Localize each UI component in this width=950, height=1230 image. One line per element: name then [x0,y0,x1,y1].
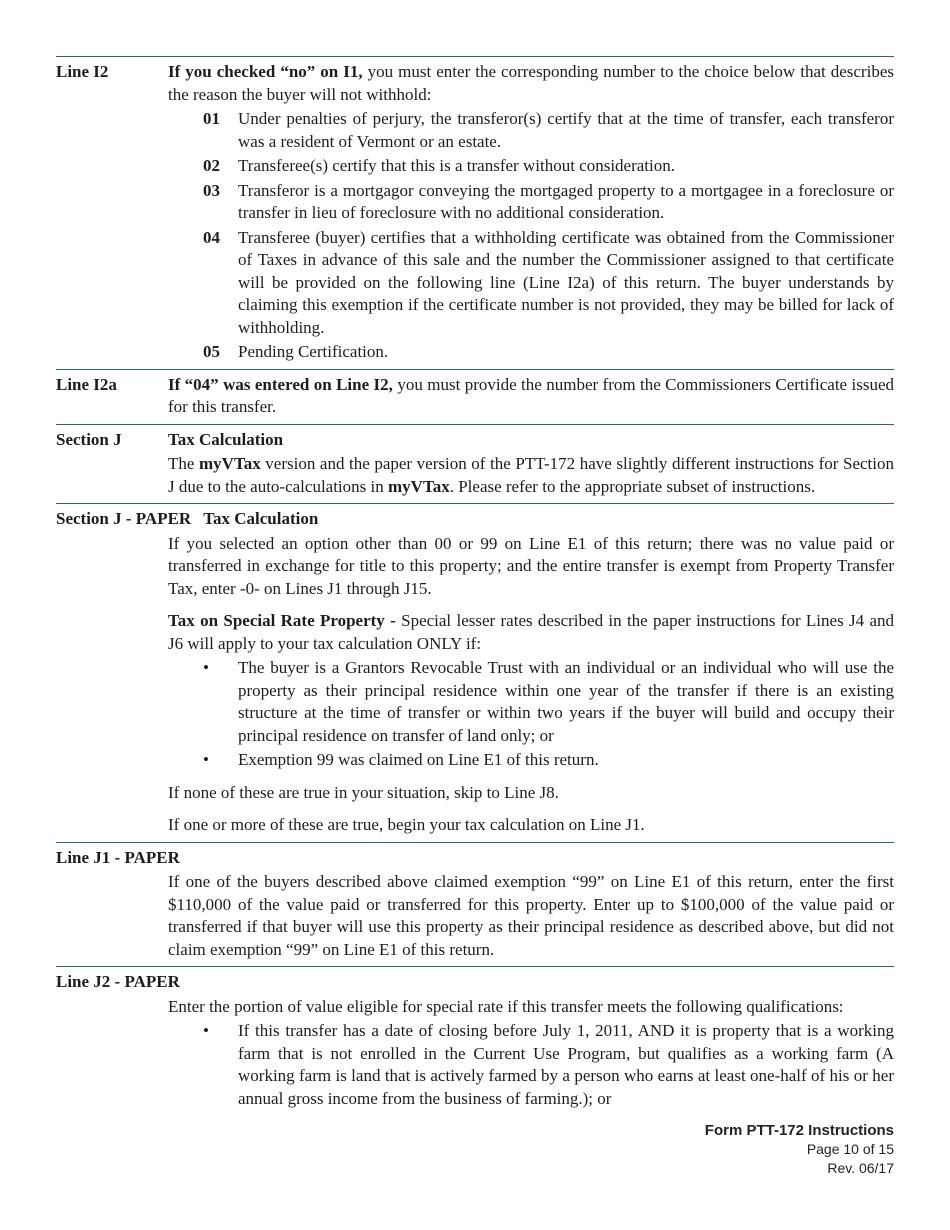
line-j2-intro: Enter the portion of value eligible for special rate if this transfer meets the following qualifications: [168,996,844,1016]
option-number: 01 [203,109,220,128]
bullet-glyph: • [203,658,209,677]
section-j-block [56,425,894,504]
section-j-label: Section J [56,429,122,449]
special-rate-bold: Tax on Special Rate Property - [168,611,396,630]
option-text: Transferor is a mortgagor conveying the mortgaged property to a mortgagee in a foreclosure or transfer in lieu of foreclosure with no additional consideration. [238,180,894,222]
myvtax-term: myVTax [199,454,261,473]
line-j1-text: If one of the buyers described above claimed exemption “99” on Line E1 of this return, enter the first $110,000 of the value paid or transferred for this property. Enter up to $100,000 of the value paid or transferred if that buyer will use this property as their principal residence as described above, but did not claim exemption “99” on Line E1 of this return. [168,872,894,959]
option-number: 05 [203,342,220,361]
skip-to-j8-paragraph: If none of these are true in your situation, skip to Line J8. [168,782,559,802]
list-item [203,227,894,340]
line-j2-bullets [168,1020,894,1110]
text-run: The [168,454,199,473]
special-rate-paragraph [168,610,894,655]
line-i2-lead-text: you must enter the corresponding number to the choice below that describes the reason the buyer will not withhold: [168,62,894,104]
line-i2a-block [56,370,894,424]
section-j-content [168,429,894,499]
line-i2a-label: Line I2a [56,374,117,394]
line-i2-intro [168,61,894,106]
list-item [203,155,894,178]
section-j-paper-title: Tax Calculation [203,509,319,528]
line-j2-label: Line J2 - PAPER [56,972,180,991]
list-item [203,180,894,225]
list-item [203,108,894,153]
option-number: 02 [203,156,220,175]
form-title: Form PTT-172 Instructions [704,1122,894,1139]
list-item [203,657,894,747]
option-number: 04 [203,227,220,247]
line-i2a-lead-bold: If “04” was entered on Line I2, [168,374,393,394]
section-j-paper-para1: If you selected an option other than 00 or 99 on Line E1 of this return; there was no value paid or transferred in exchange for title to this property; and the entire transfer is exempt from Property Transfer Tax, enter -0- on Lines J1 through J15. [168,533,894,598]
special-rate-conditions [168,657,894,772]
line-i2-label: Line I2 [56,62,109,81]
option-number: 03 [203,180,220,200]
page-footer [705,1121,894,1178]
myvtax-term: myVTax [388,476,450,496]
list-item [203,749,894,772]
section-j-paragraph [168,453,894,498]
list-item [203,341,894,364]
line-i2-content [168,61,894,364]
line-j1-label: Line J1 - PAPER [56,847,180,867]
section-j-title: Tax Calculation [168,429,284,449]
list-item [203,1020,894,1110]
line-i2-lead-bold: If you checked “no” on I1, [168,62,363,81]
line-i2a-content [168,374,894,419]
line-i2a-lead-text: you must provide the number from the Commissioners Certificate issued for this transfer. [168,374,895,416]
line-i2-block [56,57,894,369]
section-j-paper-label: Section J - PAPER [56,509,192,528]
bullet-glyph: • [203,750,209,769]
bullet-text: If this transfer has a date of closing before July 1, 2011, AND it is property that is a working farm that is not enrolled in the Current Use Program, but qualifies as a working farm (A working farm is land that is actively farmed by a person who earns at least one-half of his or her annual gross income from the business of farming.); or [238,1021,894,1108]
section-j-paper-heading [56,504,894,531]
begin-j1-paragraph: If one or more of these are true, begin your tax calculation on Line J1. [168,815,645,834]
text-run: version and the paper version of the PTT-172 have slightly different instructions for Section J due to the auto-calculations in [168,454,894,496]
bullet-text: Exemption 99 was claimed on Line E1 of this return. [238,750,599,769]
line-i2-options [168,108,894,364]
special-rate-text: Special lesser rates described in the paper instructions for Lines J4 and J6 will apply to your tax calculation ONLY if: [168,611,895,653]
bullet-glyph: • [203,1021,209,1040]
text-run: . Please refer to the appropriate subset of instructions. [449,476,816,496]
special-rate-bullets [168,657,894,772]
option-text: Transferee(s) certify that this is a transfer without consideration. [238,156,675,175]
option-text: Under penalties of perjury, the transferor(s) certify that at the time of transfer, each transferor was a resident of Vermont or an estate. [238,109,894,151]
option-text: Transferee (buyer) certifies that a withholding certificate was obtained from the Commissioner of Taxes in advance of this sale and the number the Commissioner assigned to that certificate will be provided on the following line (Line I2a) of this return. The buyer understands by claiming this exemption if the certificate number is not provided, they may be billed for lack of withholding. [238,227,894,337]
line-j2-conditions [168,1020,894,1110]
option-text: Pending Certification. [238,342,389,361]
bullet-text: The buyer is a Grantors Revocable Trust with an individual or an individual who will use the property as their principal residence within one year of the transfer if there is an existing structure at the time of transfer or within two years if the buyer will build and occupy their principal residence on transfer of land only; or [238,658,894,745]
revision-date: Rev. 06/17 [827,1160,894,1176]
instructions-page [56,56,894,1110]
page-number: Page 10 of 15 [806,1141,894,1157]
